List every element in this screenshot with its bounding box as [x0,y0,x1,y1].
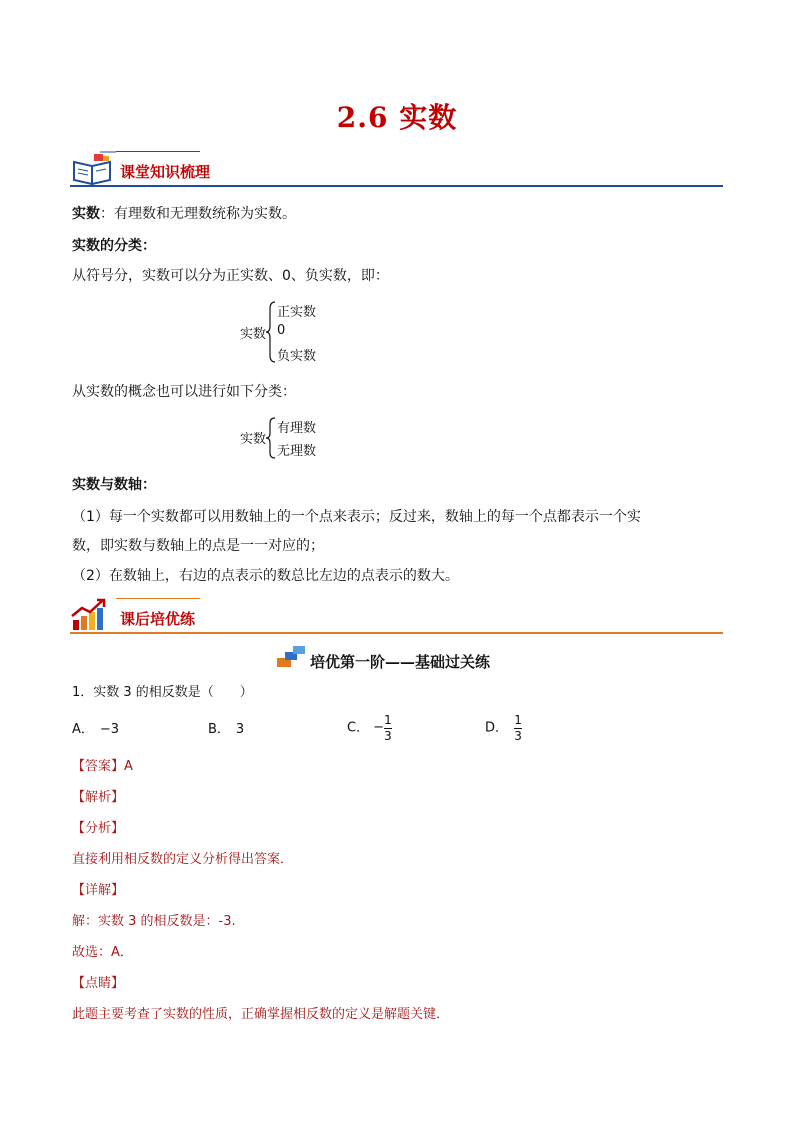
option-label: C． [347,720,370,736]
option-b [208,722,244,738]
stage-title: 培优第一阶——基础过关练 [310,653,491,671]
answer-line [72,759,133,775]
answer-label: 【答案】 [72,759,125,774]
option-value: 3 [235,722,245,737]
by-concept-intro: 从实数的概念也可以进行如下分类： [72,384,296,400]
by-sign-intro: 从符号分，实数可以分为正实数、0、负实数，即： [72,268,389,284]
section-divider-practice [70,632,723,634]
denominator: 3 [514,728,522,743]
bar-chart-icon [70,598,110,632]
option-label: A． [72,722,94,737]
stairs-icon [276,645,308,669]
axis-point-1-line-2: 数，即实数与数轴上的点是一一对应的； [72,538,324,554]
choose-text: 故选：A． [72,945,133,960]
axis-heading: 实数与数轴： [72,477,156,493]
fenxi-label: 【分析】 [72,821,125,836]
axis-point-2: （2）在数轴上，右边的点表示的数总比左边的点表示的数大。 [72,568,459,584]
question-stem: 1．实数 3 的相反数是（ ） [72,685,253,700]
header-accent-line [116,151,200,152]
option-value: −3 [99,722,120,737]
fraction [514,714,522,742]
tree-item: 有理数 [277,421,317,436]
fenxi-text: 直接利用相反数的定义分析得出答案． [72,852,294,867]
tree-root: 实数 [240,432,267,447]
tree-item: 无理数 [277,444,317,459]
tree-item: 负实数 [277,349,317,364]
axis-point-1-line-1: （1）每一个实数都可以用数轴上的一个点来表示；反过来，数轴上的每一个点都表示一个实 [72,509,641,525]
definition-text: ：有理数和无理数统称为实数。 [100,206,296,222]
tree-item: 正实数 [277,305,317,320]
option-label: B． [208,722,230,737]
section-divider-knowledge [70,185,723,187]
denominator: 3 [384,728,392,743]
left-brace-icon [266,417,276,459]
tree-root: 实数 [240,327,267,342]
page-title: 2.6 实数 [336,101,458,134]
detail-label: 【详解】 [72,883,125,898]
option-label: D． [485,720,509,736]
numerator: 1 [514,713,522,727]
book-icon [70,150,116,186]
classification-by-concept [240,415,360,461]
option-a [72,722,119,738]
detail-text: 解：实数 3 的相反数是：-3. [72,914,236,929]
section-title-practice: 课后培优练 [120,610,196,628]
comment-label: 【点睛】 [72,976,125,991]
left-brace-icon [266,301,276,363]
section-title-knowledge: 课堂知识梳理 [120,163,211,181]
analysis-label: 【解析】 [72,790,125,805]
answer-value: A [124,759,133,774]
option-c [347,714,392,742]
tree-item: 0 [277,323,286,338]
classification-by-sign [240,299,360,365]
header-accent-line [116,598,200,599]
fraction [384,714,392,742]
definition-term: 实数 [72,206,100,222]
numerator: 1 [384,713,392,727]
option-d [485,714,522,742]
comment-text: 此题主要考查了实数的性质，正确掌握相反数的定义是解题关键． [72,1007,450,1022]
option-sign: − [373,720,384,736]
definition-line [72,206,296,223]
classify-heading: 实数的分类： [72,238,156,254]
